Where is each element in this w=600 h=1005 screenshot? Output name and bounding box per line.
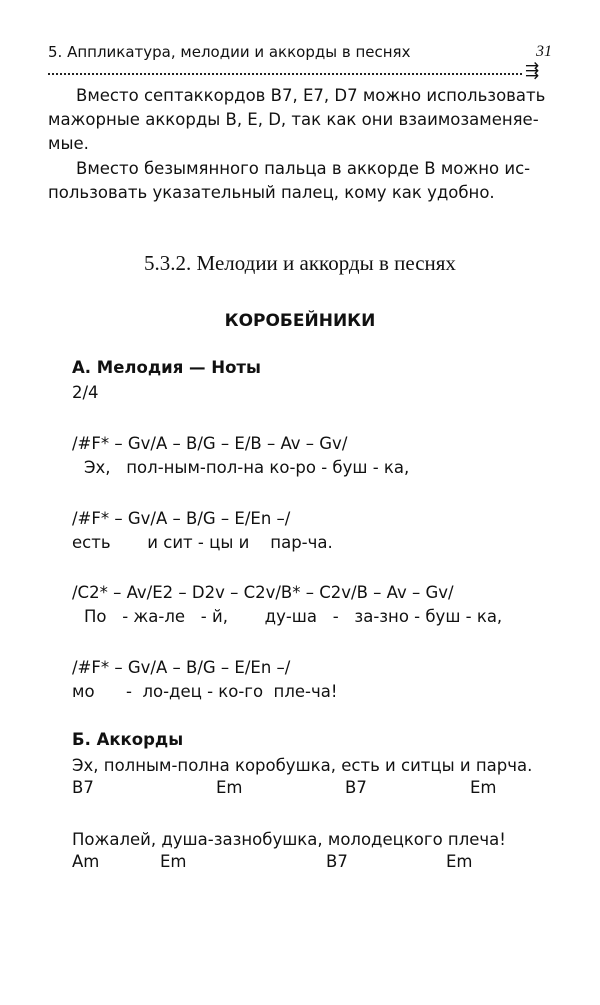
melody-heading: А. Мелодия — Ноты: [72, 358, 261, 377]
song-title: КОРОБЕЙНИКИ: [224, 311, 376, 331]
notes-line: /#F* – Gv/A – B/G – E/En –/: [72, 509, 291, 528]
time-signature: 2/4: [72, 383, 99, 402]
lyrics-line: По - жа-ле - й, ду-ша - за-зно - буш - ка,: [84, 607, 503, 626]
chapter-title: 5. Аппликатура, мелодии и аккорды в песнях: [48, 43, 411, 61]
notes-line: /#F* – Gv/A – B/G – E/En –/: [72, 658, 291, 677]
chord-label: B7: [345, 778, 367, 797]
intro-line: Вместо безымянного пальца в аккорде B можно ис-: [76, 159, 531, 178]
notes-line: /C2* – Av/E2 – D2v – C2v/B* – C2v/B – Av – Gv/: [72, 583, 454, 602]
chord-label: Em: [160, 852, 187, 871]
chord-label: Am: [72, 852, 100, 871]
chords-heading: Б. Аккорды: [72, 730, 184, 749]
lyrics-line: мо - ло-дец - ко-го пле-ча!: [72, 682, 338, 701]
chord-label: Em: [470, 778, 497, 797]
ornament-icon: ⇶: [525, 61, 540, 81]
intro-line: Вместо септаккордов B7, E7, D7 можно использовать: [76, 86, 546, 105]
intro-line: мые.: [48, 134, 89, 153]
chord-label: Em: [446, 852, 473, 871]
lyrics-line: Эх, пол-ным-пол-на ко-ро - буш - ка,: [84, 458, 410, 477]
notes-line: /#F* – Gv/A – B/G – E/B – Av – Gv/: [72, 434, 348, 453]
chord-label: B7: [326, 852, 348, 871]
section-title: 5.3.2. Мелодии и аккорды в песнях: [144, 251, 456, 275]
lyrics-line: есть и сит - цы и пар-ча.: [72, 533, 333, 552]
intro-line: пользовать указательный палец, кому как удобно.: [48, 183, 495, 202]
intro-line: мажорные аккорды B, E, D, так как они взаимозаменяе-: [48, 110, 539, 129]
page-number: 31: [536, 43, 552, 60]
chord-label: B7: [72, 778, 94, 797]
chord-label: Em: [216, 778, 243, 797]
chords-lyrics-line: Эх, полным-полна коробушка, есть и ситцы и парча.: [72, 756, 533, 775]
chords-lyrics-line: Пожалей, душа-зазнобушка, молодецкого плеча!: [72, 830, 506, 849]
header-divider: [48, 73, 522, 75]
